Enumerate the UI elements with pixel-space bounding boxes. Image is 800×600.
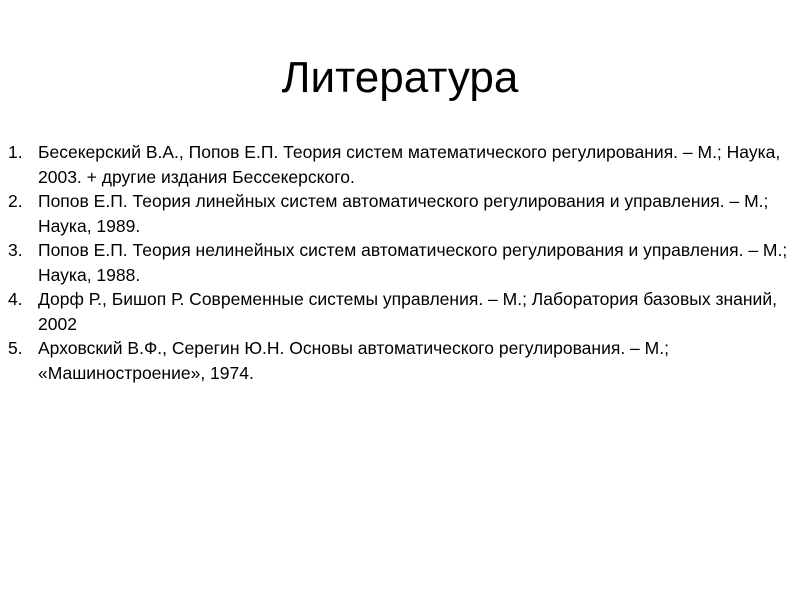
reference-text: Бесекерский В.А., Попов Е.П. Теория систем математического регулирования. – М.; Наука, 2003. + другие издания Бессекерского.: [38, 142, 781, 187]
reference-item: [8, 189, 793, 238]
reference-number: 1.: [8, 142, 23, 162]
reference-text: Попов Е.П. Теория нелинейных систем автоматического регулирования и управления. – М.; Наука, 1988.: [38, 240, 788, 285]
reference-number: 4.: [8, 289, 23, 309]
reference-item: [8, 140, 793, 189]
reference-text: Арховский В.Ф., Серегин Ю.Н. Основы автоматического регулирования. – М.; «Машиностроение», 1974.: [38, 338, 669, 383]
reference-item: [8, 238, 793, 287]
reference-number: 2.: [8, 191, 23, 211]
reference-list: [8, 140, 793, 385]
reference-item: [8, 336, 793, 385]
reference-text: Дорф Р., Бишоп Р. Современные системы управления. – М.; Лаборатория базовых знаний, 2002: [38, 289, 777, 334]
slide-title: Литература: [281, 53, 519, 102]
reference-text: Попов Е.П. Теория линейных систем автоматического регулирования и управления. – М.; Наука, 1989.: [38, 191, 769, 236]
reference-number: 3.: [8, 240, 23, 260]
reference-item: [8, 287, 793, 336]
reference-number: 5.: [8, 338, 23, 358]
